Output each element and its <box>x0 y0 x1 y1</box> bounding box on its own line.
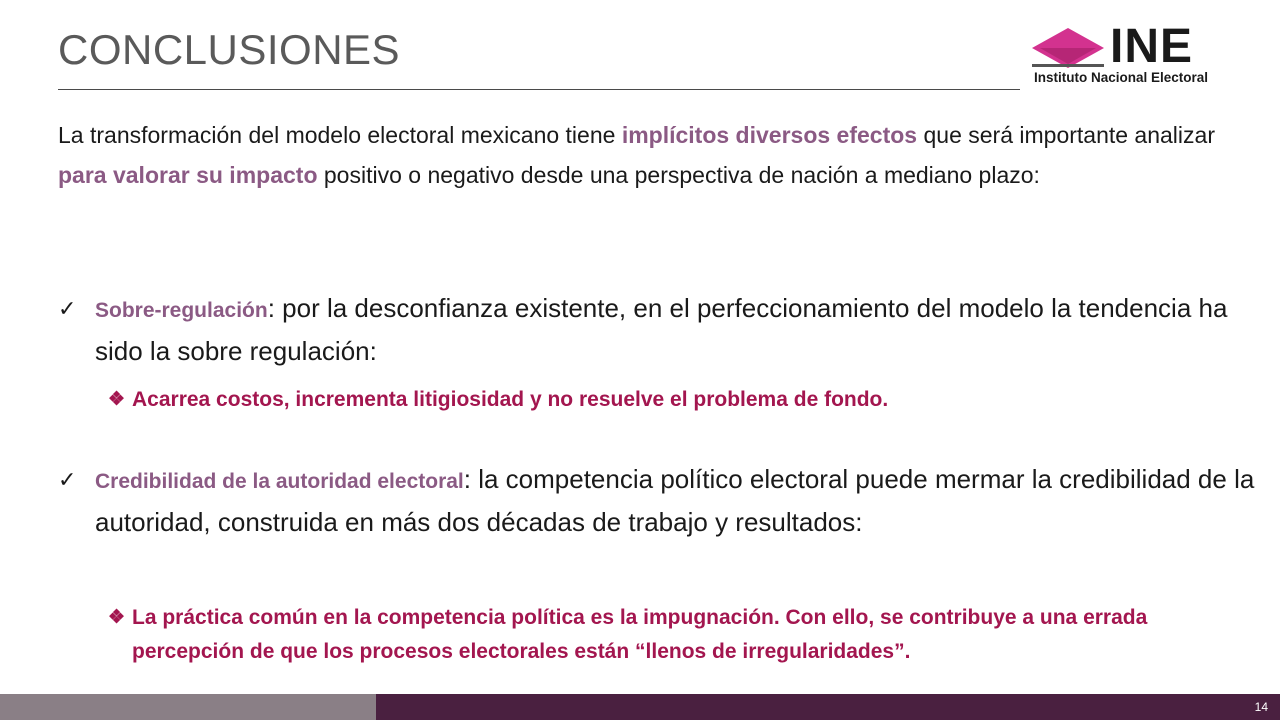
ine-logo <box>1030 20 1266 88</box>
intro-highlight-1: implícitos diversos efectos <box>621 122 918 148</box>
intro-highlight-2: para valorar su impacto <box>58 162 318 188</box>
footer-bar <box>0 694 1280 720</box>
item-label: Sobre-regulación <box>95 299 268 322</box>
title-divider <box>58 89 1020 90</box>
intro-text-3: positivo o negativo desde una perspectiva de nación a mediano plazo: <box>317 162 1040 188</box>
sub-point <box>108 601 1238 669</box>
item-text: : por la desconfianza existente, en el perfeccionamiento del modelo la tendencia ha sido la sobre regulación: <box>95 293 1228 366</box>
item-text: : la competencia político electoral puede mermar la credibilidad de la autoridad, construida en más dos décadas de trabajo y resultados: <box>95 464 1255 537</box>
checkmark-icon: ✓ <box>58 296 77 321</box>
intro-paragraph <box>58 115 1258 195</box>
conclusion-item <box>58 459 1258 543</box>
diamond-bullet-icon: ❖ <box>108 389 126 410</box>
logo-subtitle: Instituto Nacional Electoral <box>1034 70 1209 85</box>
intro-text-1: La transformación del modelo electoral mexicano tiene <box>58 122 622 148</box>
footer-accent <box>0 694 376 720</box>
logo-wordmark: INE <box>1110 20 1194 73</box>
checkmark-icon: ✓ <box>58 467 77 492</box>
sub-point <box>108 383 1238 417</box>
page-number: 14 <box>1254 700 1268 714</box>
diamond-bullet-icon: ❖ <box>108 607 126 628</box>
conclusion-item <box>58 288 1258 372</box>
item-label: Credibilidad de la autoridad electoral <box>95 470 464 493</box>
sub-point-text: Acarrea costos, incrementa litigiosidad y no resuelve el problema de fondo. <box>132 388 889 411</box>
intro-text-2: que será importante analizar <box>917 122 1215 148</box>
slide-title: CONCLUSIONES <box>58 26 401 73</box>
sub-point-text: La práctica común en la competencia política es la impugnación. Con ello, se contribuye a una errada percepción de que los procesos electorales están “llenos de irregularidades”. <box>132 606 1148 663</box>
